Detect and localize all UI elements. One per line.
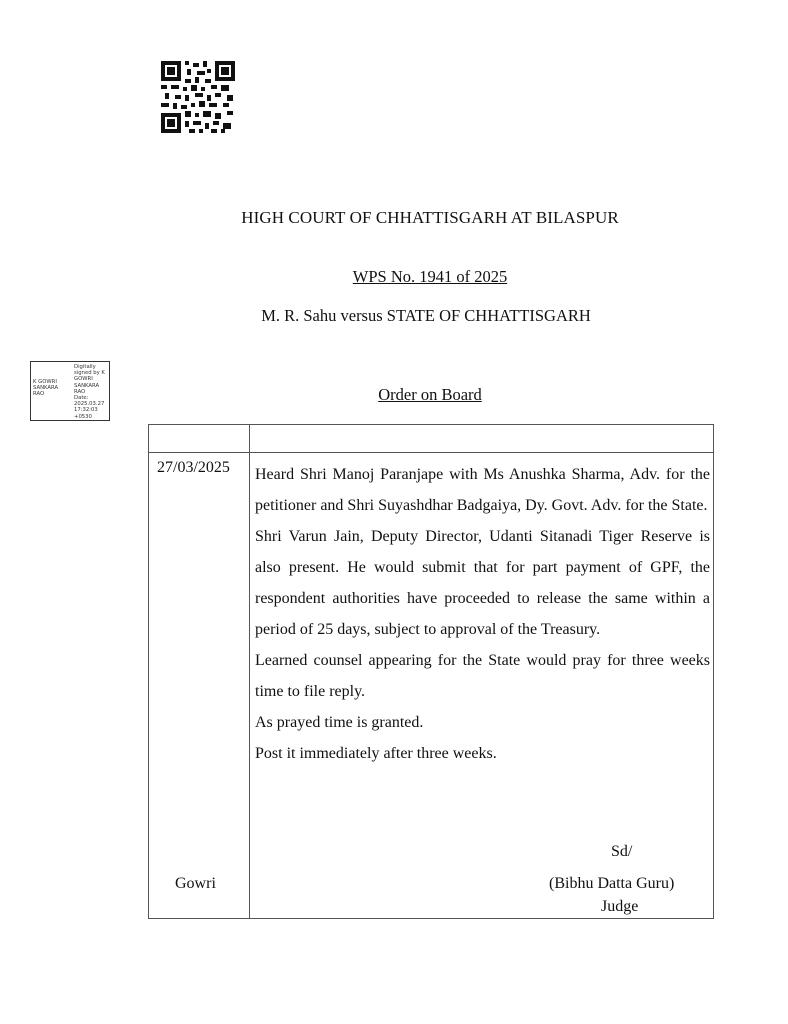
- order-date: 27/03/2025: [157, 459, 230, 476]
- signatory-name: K GOWRI SANKARA RAO: [33, 379, 59, 398]
- order-paragraph: As prayed time is granted.: [255, 714, 424, 731]
- judge-name: (Bibhu Datta Guru): [549, 875, 675, 892]
- order-paragraph: Post it immediately after three weeks.: [255, 745, 497, 762]
- order-table: [148, 424, 714, 919]
- qr-code-icon: [161, 61, 235, 133]
- case-parties: M. R. Sahu versus STATE OF CHHATTISGARH: [261, 306, 591, 325]
- column-divider: [249, 425, 250, 918]
- order-paragraph: Shri Varun Jain, Deputy Director, Udanti Sitanadi Tiger Reserve is also present. He would submit that for part payment of GPF, the respondent authorities have proceeded to release the same within a period of 25 days, subject to approval of the Treasury.: [255, 528, 710, 638]
- judge-title: Judge: [601, 898, 639, 915]
- staff-initials: Gowri: [175, 875, 216, 892]
- order-paragraph: Learned counsel appearing for the State would pray for three weeks time to file reply.: [255, 652, 710, 700]
- order-heading: Order on Board: [378, 385, 482, 404]
- case-number: WPS No. 1941 of 2025: [352, 267, 508, 286]
- table-divider: [149, 452, 713, 453]
- court-title: HIGH COURT OF CHHATTISGARH AT BILASPUR: [241, 208, 619, 227]
- order-paragraph: Heard Shri Manoj Paranjape with Ms Anushka Sharma, Adv. for the petitioner and Shri Suyashdhar Badgaiya, Dy. Govt. Adv. for the State.: [255, 466, 710, 514]
- signature-details: Digitally signed by K GOWRI SANKARA RAO Date: 2025.03.27 17:32:03 +0530: [74, 364, 105, 420]
- order-text: [255, 459, 710, 769]
- signature-mark: Sd/: [611, 843, 633, 860]
